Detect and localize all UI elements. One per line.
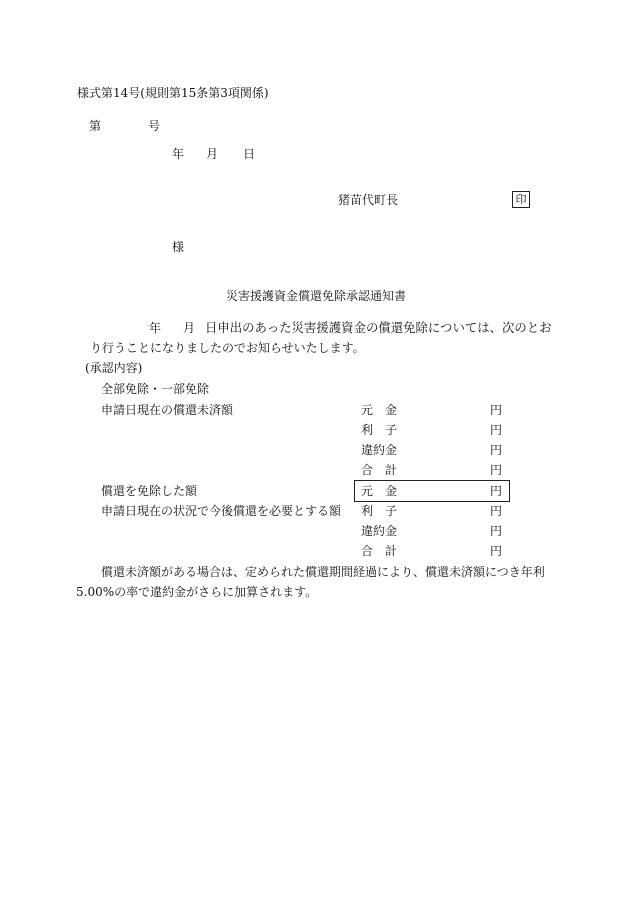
date-month: 月 (206, 147, 219, 161)
intro-line-2: り行うことになりましたのでお知らせいたします。 (90, 341, 365, 355)
yen-unit: 円 (490, 463, 503, 477)
outstanding-label: 申請日現在の償還未済額 (101, 403, 234, 417)
date-year: 年 (172, 147, 185, 161)
required-label: 申請日現在の状況で今後償還を必要とする額 (101, 504, 342, 518)
required-penalty: 違約金 (361, 524, 398, 538)
document-title: 災害援護資金償還免除承認通知書 (226, 289, 407, 303)
yen-unit: 円 (490, 443, 503, 457)
required-total: 合 計 (361, 544, 398, 558)
exempted-label: 償還を免除した額 (101, 484, 198, 498)
outstanding-penalty: 違約金 (361, 443, 398, 457)
outstanding-interest: 利 子 (361, 423, 398, 437)
yen-unit: 円 (490, 484, 503, 498)
date-day: 日 (243, 147, 256, 161)
yen-unit: 円 (490, 504, 503, 518)
yen-unit: 円 (490, 524, 503, 538)
exemption-type: 全部免除・一部免除 (101, 382, 210, 396)
form-number-label: 様式第14号(規則第15条第3項関係) (77, 86, 269, 100)
required-interest: 利 子 (361, 504, 398, 518)
section-header: (承認内容) (85, 361, 143, 375)
note-line-1: 償還未済額がある場合は、定められた償還期間経過により、償還未済額につき年利 (101, 565, 545, 579)
yen-unit: 円 (490, 403, 503, 417)
intro-year: 年 (149, 321, 162, 335)
yen-unit: 円 (490, 423, 503, 437)
document-number-prefix: 第 (89, 119, 102, 133)
recipient-suffix: 様 (172, 240, 185, 254)
intro-line-1: 日申出のあった災害援護資金の償還免除については、次のとお (205, 320, 552, 335)
seal-mark: 印 (512, 191, 530, 208)
document-number-suffix: 号 (148, 119, 161, 133)
outstanding-principal: 元 金 (361, 403, 398, 417)
issuer-name: 猪苗代町長 (338, 193, 399, 207)
exempted-principal: 元 金 (361, 484, 398, 498)
outstanding-total: 合 計 (361, 463, 398, 477)
intro-month: 月 (183, 321, 196, 335)
note-line-2: 5.00%の率で違約金がさらに加算されます。 (76, 585, 318, 599)
yen-unit: 円 (490, 544, 503, 558)
